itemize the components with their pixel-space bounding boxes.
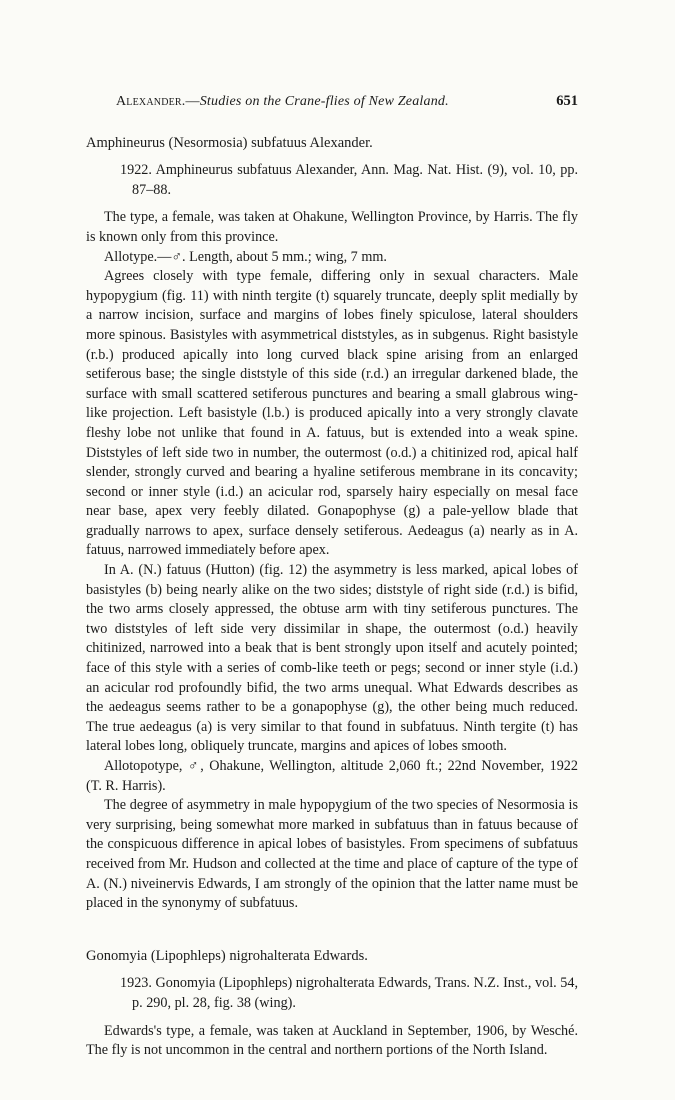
body-paragraph: In A. (N.) fatuus (Hutton) (fig. 12) the asymmetry is less marked, apical lobes of basistyles (b) being nearly alike on the two sides; diststyle of right side (r.d.) is bifid, the two arms closely appressed, the obtuse arm with tiny setiferous punctures. The two diststyles of left side very dissimilar in shape, the outermost (o.d.) heavily chitinized, narrowed into a beak that is bent strongly upon itself and acutely pointed; face of this style with a series of comb-like teeth or pegs; second or inner style (i.d.) an acicular rod profoundly bifid, the two arms unequal. What Edwards describes as the aedeagus seems rather to be a gonapophyse (g), the other being much reduced. The true aedeagus (a) is very similar to that found in subfatuus. Ninth tergite (t) has lateral lobes long, obliquely truncate, margins and apices of lobes smooth. [86, 562, 578, 755]
running-dash: — [185, 94, 200, 109]
running-title: Studies on the Crane-flies of New Zealand. [199, 94, 449, 109]
body-paragraph: Edwards's type, a female, was taken at Auckland in September, 1906, by Wesché. The fly is not uncommon in the central and northern portions of the North Island. [86, 1022, 578, 1059]
page-number: 651 [556, 93, 578, 109]
allotype-line: Allotype.—♂. Length, about 5 mm.; wing, 7 mm. [104, 248, 387, 265]
section-spacer [86, 914, 578, 947]
body-paragraph: The type, a female, was taken at Ohakune, Wellington Province, by Harris. The fly is known only from this province. [86, 209, 578, 245]
running-head [116, 92, 449, 112]
body-paragraph: The degree of asymmetry in male hypopygium of the two species of Nesormosia is very surprising, being somewhat more marked in subfatuus than in fatuus because of the conspicuous difference in apical lobes of basistyles. From specimens of subfatuus received from Mr. Hudson and collected at the time and place of capture of the type of A. (N.) niveinervis Edwards, I am strongly of the opinion that the latter name must be placed in the synonymy of subfatuus. [86, 797, 578, 912]
species-citation: 1922. Amphineurus subfatuus Alexander, Ann. Mag. Nat. Hist. (9), vol. 10, pp. 87–88. [120, 162, 578, 198]
body-paragraph: Allotopotype, ♂, Ohakune, Wellington, altitude 2,060 ft.; 22nd November, 1922 (T. R. Harris). [86, 758, 578, 794]
running-header [116, 92, 578, 112]
species-heading: Amphineurus (Nesormosia) subfatuus Alexander. [86, 134, 373, 151]
running-author: Alexander. [116, 94, 186, 109]
journal-page [86, 92, 578, 1061]
body-paragraph: Agrees closely with type female, differing only in sexual characters. Male hypopygium (fig. 11) with ninth tergite (t) squarely truncate, deeply split medially by a narrow incision, surface and margins of lobes finely spiculose, lateral shoulders more spinous. Basistyles with asymmetrical diststyles, as in subgenus. Right basistyle (r.b.) produced apically into long curved black spine arising from an enlarged setiferous base; the single diststyle of this side (r.d.) an irregular darkened blade, the surface with small scattered setiferous punctures and bearing a small glabrous wing-like projection. Left basistyle (l.b.) is produced apically into a very strongly clavate fleshy lobe not unlike that found in A. fatuus, but is extended into a weak spine. Diststyles of left side two in number, the outermost (o.d.) a chitinized rod, apical half slender, strongly curved and bearing a hyaline setiferous membrane in its concavity; second or inner style (i.d.) an acicular rod, sparsely hairy especially on mesal face near base, apex very feebly dilated. Gonapophyse (g) a pale-yellow blade that gradually narrows to apex, surface densely setiferous. Aedeagus (a) nearly as in A. fatuus, narrowed immediately before apex. [86, 268, 578, 559]
species-heading: Gonomyia (Lipophleps) nigrohalterata Edwards. [86, 947, 368, 964]
species-citation: 1923. Gonomyia (Lipophleps) nigrohalterata Edwards, Trans. N.Z. Inst., vol. 54, p. 290, pl. 28, fig. 38 (wing). [120, 975, 578, 1011]
